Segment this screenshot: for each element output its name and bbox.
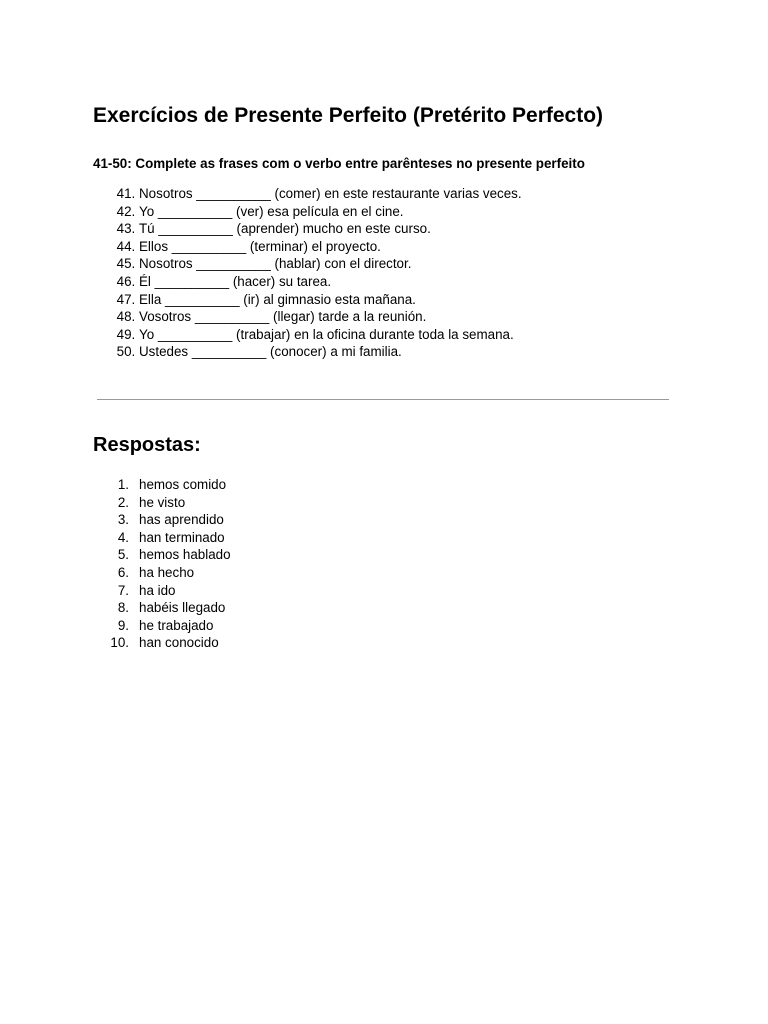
answer-item <box>93 529 231 547</box>
exercise-number: 45. <box>116 256 136 272</box>
exercise-number: 48. <box>116 309 136 325</box>
exercise-item <box>93 326 522 344</box>
exercise-item <box>93 343 522 361</box>
exercise-text: Él __________ (hacer) su tarea. <box>139 273 332 289</box>
exercise-text: Tú __________ (aprender) mucho en este curso. <box>139 221 431 237</box>
exercise-number: 44. <box>116 238 136 254</box>
exercise-item <box>93 255 522 273</box>
exercise-item <box>93 308 522 326</box>
answer-number: 3. <box>117 512 129 528</box>
exercise-instructions: 41-50: Complete as frases com o verbo entre parênteses no presente perfeito <box>93 156 585 171</box>
answer-text: has aprendido <box>139 512 224 528</box>
answer-text: ha ido <box>139 582 176 598</box>
exercise-text: Nosotros __________ (hablar) con el director. <box>139 256 412 272</box>
answer-number: 6. <box>117 564 129 580</box>
exercise-text: Ustedes __________ (conocer) a mi familia. <box>139 344 402 360</box>
exercise-item <box>93 273 522 291</box>
answer-item <box>93 634 231 652</box>
answer-text: han conocido <box>139 635 219 651</box>
exercise-number: 47. <box>116 291 136 307</box>
answer-number: 1. <box>117 477 129 492</box>
exercise-item <box>93 203 522 221</box>
exercise-item <box>93 291 522 309</box>
answer-list <box>93 476 231 652</box>
exercise-text: Yo __________ (ver) esa película en el cine. <box>139 203 404 219</box>
exercise-text: Yo __________ (trabajar) en la oficina durante toda la semana. <box>139 326 514 342</box>
exercise-item <box>93 185 522 203</box>
answer-text: he trabajado <box>139 617 214 633</box>
answer-number: 8. <box>117 600 129 616</box>
answer-text: habéis llegado <box>139 600 226 616</box>
answer-item <box>93 564 231 582</box>
answer-number: 4. <box>117 529 129 545</box>
exercise-list <box>93 185 522 361</box>
page-title: Exercícios de Presente Perfeito (Pretérito Perfecto) <box>93 104 604 127</box>
answers-title: Respostas: <box>93 434 201 456</box>
answer-number: 2. <box>117 494 129 510</box>
answer-text: hemos hablado <box>139 547 231 563</box>
answer-item <box>93 617 231 635</box>
answer-number: 10. <box>110 635 129 651</box>
answer-text: ha hecho <box>139 564 195 580</box>
answer-number: 5. <box>117 547 129 563</box>
exercise-number: 50. <box>116 344 136 360</box>
answer-number: 9. <box>117 617 129 633</box>
exercise-text: Vosotros __________ (llegar) tarde a la reunión. <box>139 309 427 325</box>
answer-item <box>93 582 231 600</box>
answer-item <box>93 511 231 529</box>
exercise-number: 46. <box>116 273 136 289</box>
answer-item <box>93 476 231 494</box>
exercise-number: 42. <box>116 203 136 219</box>
exercise-item <box>93 220 522 238</box>
exercise-item <box>93 238 522 256</box>
answer-item <box>93 494 231 512</box>
exercise-text: Nosotros __________ (comer) en este restaurante varias veces. <box>139 186 522 201</box>
answer-text: han terminado <box>139 529 225 545</box>
answer-text: hemos comido <box>139 477 227 492</box>
answer-item <box>93 599 231 617</box>
exercise-text: Ellos __________ (terminar) el proyecto. <box>139 238 381 254</box>
exercise-number: 43. <box>116 221 136 237</box>
answer-text: he visto <box>139 494 186 510</box>
answer-number: 7. <box>117 582 129 598</box>
exercise-text: Ella __________ (ir) al gimnasio esta mañana. <box>139 291 416 307</box>
section-divider <box>97 399 669 400</box>
exercise-number: 41. <box>116 186 136 201</box>
exercise-number: 49. <box>116 326 136 342</box>
answer-item <box>93 546 231 564</box>
